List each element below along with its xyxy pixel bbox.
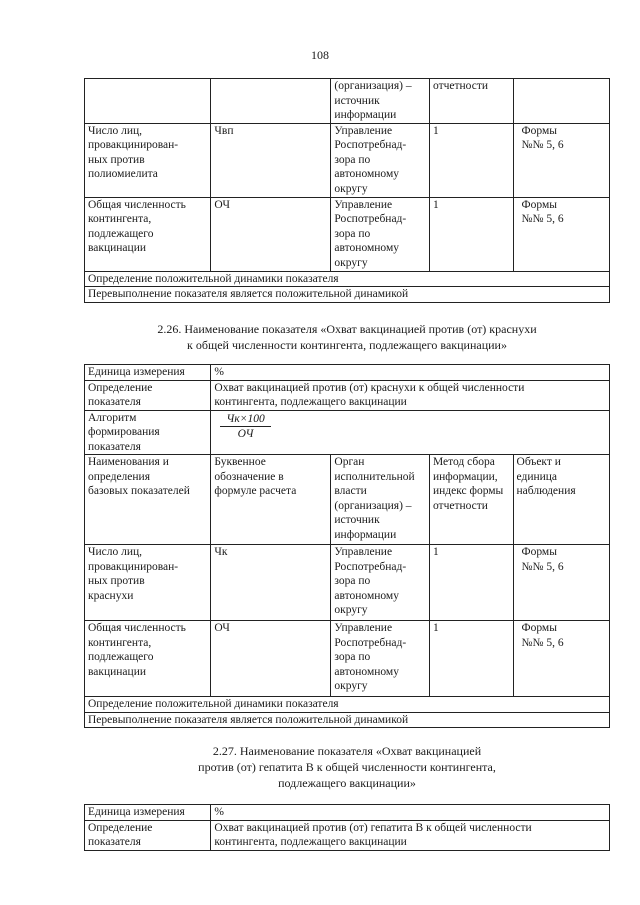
table-row [85,455,610,545]
header-symbol: Буквенное обозначение в формуле расчета [211,455,331,545]
definition-value: Охват вакцинацией против (от) гепатита В к общей численности контингента, подлежащего вакцинации [211,820,610,850]
cell-object: Формы №№ 5, 6 [513,123,609,197]
table-row [85,621,610,697]
section-227-title: 2.27. Наименование показателя «Охват вакцинацией против (от) гепатита В к общей численности контингента, подлежащего вакцинации» [198,744,496,790]
cell-method: 1 [429,123,513,197]
dynamics-definition: Определение положительной динамики показателя [85,697,610,713]
page-number: 108 [311,48,329,62]
cell-organ: Управление Роспотребнад- зора по автономному округу [331,621,430,697]
definition-label: Определение показателя [85,380,211,410]
cell-organ: Управление Роспотребнад- зора по автономному округу [331,123,430,197]
header-method: Метод сбора информации, индекс формы отчетности [429,455,513,545]
table-row [85,197,610,271]
algorithm-formula [211,410,610,455]
table-row [85,820,610,850]
table-row [85,271,610,287]
cell-empty [211,79,331,124]
cell-name: Число лиц, провакцинирован- ных против краснухи [85,545,211,621]
cell-empty [85,79,211,124]
indicator-table-226 [84,364,610,728]
cell-symbol: ОЧ [211,621,331,697]
cell-name: Число лиц, провакцинирован- ных против полиомиелита [85,123,211,197]
cell-object: Формы №№ 5, 6 [513,545,609,621]
formula-fraction [220,412,270,441]
table-row [85,805,610,821]
cell-symbol: ОЧ [211,197,331,271]
cell-method: 1 [429,545,513,621]
section-226-title: 2.26. Наименование показателя «Охват вакцинацией против (от) краснухи к общей численности контингента, подлежащего вакцинации» [157,322,537,352]
dynamics-definition: Определение положительной динамики показателя [85,271,610,287]
cell-method: 1 [429,621,513,697]
unit-value: % [211,365,610,381]
table-row [85,287,610,303]
header-name: Наименования и определения базовых показателей [85,455,211,545]
cell-empty [513,79,609,124]
cell-organ: Управление Роспотребнад- зора по автономному округу [331,545,430,621]
table-row [85,697,610,713]
cell-symbol: Чк [211,545,331,621]
cell-name: Общая численность контингента, подлежащего вакцинации [85,197,211,271]
cell-method: отчетности [429,79,513,124]
table-row [85,712,610,728]
cell-name: Общая численность контингента, подлежащего вакцинации [85,621,211,697]
unit-label: Единица измерения [85,805,211,821]
algorithm-label: Алгоритм формирования показателя [85,410,211,455]
table-row [85,123,610,197]
definition-label: Определение показателя [85,820,211,850]
table-row [85,380,610,410]
cell-object: Формы №№ 5, 6 [513,197,609,271]
table-row [85,410,610,455]
dynamics-value: Перевыполнение показателя является положительной динамикой [85,712,610,728]
cell-method: 1 [429,197,513,271]
cell-object: Формы №№ 5, 6 [513,621,609,697]
indicator-table-continued [84,78,610,303]
table-row [85,545,610,621]
dynamics-value: Перевыполнение показателя является положительной динамикой [85,287,610,303]
unit-label: Единица измерения [85,365,211,381]
header-object: Объект и единица наблюдения [513,455,609,545]
formula-denominator: ОЧ [237,427,254,440]
cell-organ: Управление Роспотребнад- зора по автономному округу [331,197,430,271]
formula-numerator: Чк×100 [220,412,270,427]
unit-value: % [211,805,610,821]
indicator-table-227 [84,804,610,851]
table-row [85,79,610,124]
cell-symbol: Чвп [211,123,331,197]
header-organ: Орган исполнительной власти (организация) – источник информации [331,455,430,545]
table-row [85,365,610,381]
definition-value: Охват вакцинацией против (от) краснухи к общей численности контингента, подлежащего вакцинации [211,380,610,410]
cell-organ: (организация) – источник информации [331,79,430,124]
